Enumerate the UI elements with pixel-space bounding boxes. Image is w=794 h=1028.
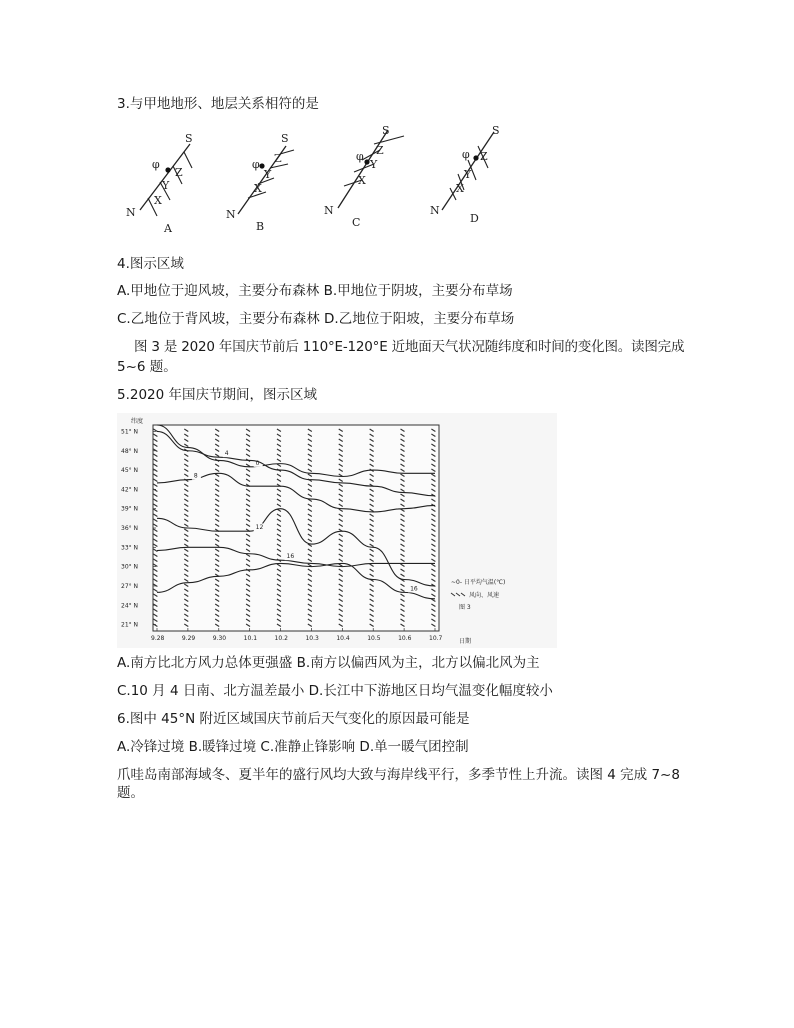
svg-text:Z: Z	[274, 152, 282, 165]
svg-text:X: X	[456, 182, 464, 195]
y-tick-label: 39° N	[121, 505, 139, 513]
y-tick-label: 33° N	[121, 544, 139, 552]
x-tick-label: 9.28	[151, 635, 165, 642]
option-a-label: A	[164, 222, 172, 235]
x-tick-label: 10.2	[274, 635, 288, 642]
x-tick-label: 10.1	[243, 635, 258, 642]
y-tick-label: 36° N	[121, 525, 139, 532]
svg-text:Y: Y	[162, 179, 170, 192]
x-tick-label: 10.4	[336, 635, 350, 642]
svg-text:Y: Y	[370, 158, 378, 171]
x-tick-label: 10.6	[398, 635, 412, 642]
q3-stem: 3.与甲地地形、地层关系相符的是	[117, 96, 319, 112]
isotherm-label: 12	[255, 524, 264, 532]
weather-chart	[117, 413, 557, 648]
q5-options-cd: C.10 月 4 日南、北方温差最小 D.长江中下游地区日均气温变化幅度较小	[117, 683, 553, 699]
y-tick-label: 48° N	[121, 447, 139, 455]
q6-options: A.冷锋过境 B.暖锋过境 C.准静止锋影响 D.单一暖气团控制	[117, 739, 469, 755]
y-tick-label: 51° N	[121, 428, 139, 436]
label-s: S	[185, 132, 193, 145]
svg-text:φ: φ	[462, 148, 470, 161]
svg-text:Y: Y	[464, 168, 472, 181]
intro-7-8: 爪哇岛南部海域冬、夏半年的盛行风均大致与海岸线平行，多季节性上升流。读图 4 完成 7~8 题。	[117, 767, 680, 801]
legend-wind: 风向、风速	[469, 592, 500, 599]
label-phi: φ	[152, 158, 160, 171]
svg-text:φ: φ	[356, 150, 364, 163]
svg-text:N: N	[430, 204, 440, 217]
isotherm-label: 4	[224, 450, 229, 458]
diagram-d	[430, 124, 500, 225]
intro-5-6-line1: 图 3 是 2020 年国庆节前后 110°E-120°E 近地面天气状况随纬度和时间的变化图。读图完成	[134, 339, 685, 355]
svg-text:N: N	[324, 204, 334, 217]
y-tick-label: 45° N	[121, 467, 139, 475]
svg-text:X: X	[358, 174, 366, 187]
q4-options-cd: C.乙地位于背风坡，主要分布森林 D.乙地位于阳坡，主要分布草场	[117, 311, 515, 327]
diagram-a	[126, 132, 193, 235]
x-tick-label: 10.7	[429, 635, 443, 642]
svg-text:X: X	[154, 194, 162, 207]
y-tick-label: 30° N	[121, 563, 139, 571]
legend-isotherm: ~0- 日平均气温(℃)	[451, 579, 506, 586]
x-axis-label: 日期	[459, 638, 472, 645]
svg-text:Y: Y	[264, 168, 272, 181]
svg-text:Z: Z	[376, 144, 384, 157]
q4-stem: 4.图示区域	[117, 256, 184, 272]
q3-diagrams	[118, 122, 528, 242]
option-b-label: B	[256, 220, 265, 233]
option-c-label: C	[352, 216, 361, 229]
svg-text:S: S	[492, 124, 500, 137]
isotherm-label: 8	[193, 472, 198, 480]
x-tick-label: 10.5	[367, 635, 381, 642]
q4-options-ab: A.甲地位于迎风坡，主要分布森林 B.甲地位于阴坡，主要分布草场	[117, 283, 513, 299]
q5-stem: 5.2020 年国庆节期间，图示区域	[117, 387, 318, 403]
x-tick-label: 10.3	[305, 635, 319, 642]
y-tick-label: 21° N	[121, 621, 139, 629]
svg-text:S: S	[382, 124, 390, 137]
label-n: N	[126, 206, 136, 219]
y-tick-label: 24° N	[121, 602, 139, 610]
intro-5-6-line2: 5~6 题。	[117, 359, 177, 375]
figure-label: 图 3	[459, 604, 471, 611]
svg-text:N: N	[226, 208, 236, 221]
x-tick-label: 9.30	[212, 635, 227, 642]
q6-stem: 6.图中 45°N 附近区域国庆节前后天气变化的原因最可能是	[117, 711, 470, 727]
diagram-c	[324, 124, 404, 229]
y-tick-label: 27° N	[121, 582, 139, 590]
x-tick-label: 9.29	[181, 635, 196, 642]
svg-text:S: S	[281, 132, 289, 145]
svg-text:Z: Z	[175, 166, 183, 179]
y-axis-label: 纬度	[131, 418, 144, 425]
isotherm-label: 16	[410, 585, 418, 593]
y-tick-label: 42° N	[121, 486, 139, 494]
svg-text:φ: φ	[252, 158, 260, 171]
diagram-b	[226, 132, 294, 233]
q5-options-ab: A.南方比北方风力总体更强盛 B.南方以偏西风为主，北方以偏北风为主	[117, 655, 540, 671]
svg-text:Z: Z	[480, 150, 488, 163]
isotherm-label: 16	[286, 553, 295, 561]
option-d-label: D	[470, 212, 479, 225]
svg-text:X: X	[254, 182, 262, 195]
isotherm-label: 0	[255, 459, 260, 467]
